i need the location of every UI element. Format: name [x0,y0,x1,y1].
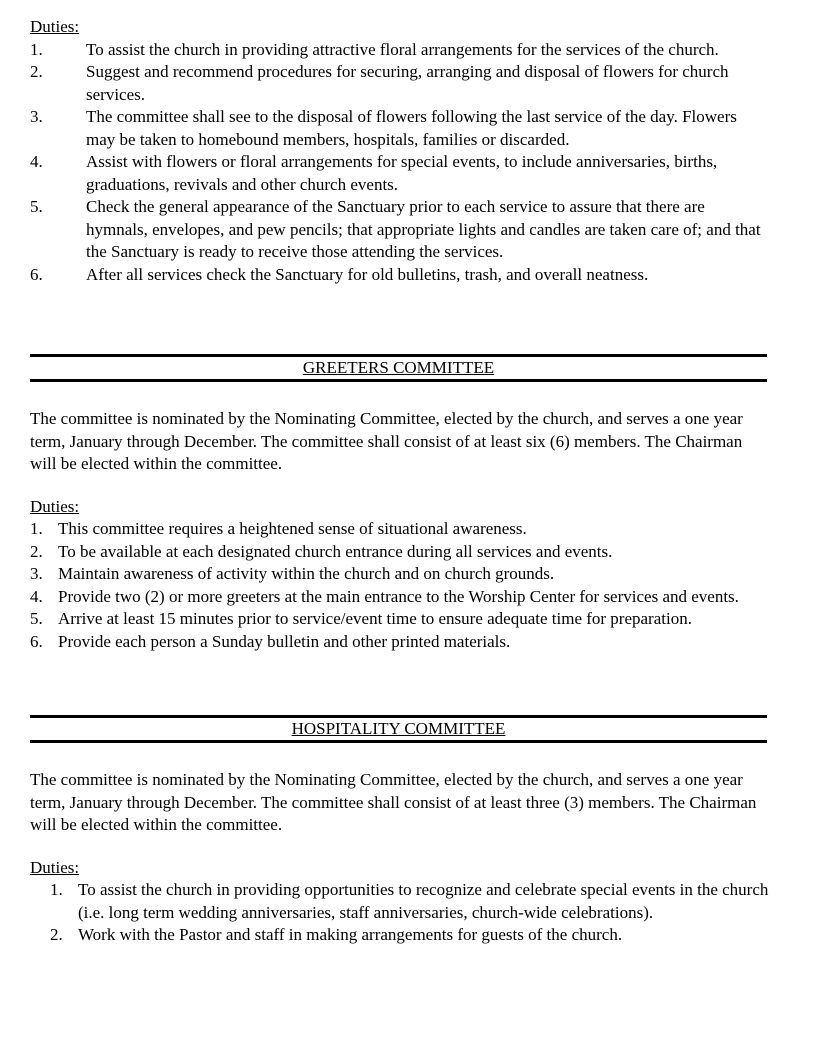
item-text: Assist with flowers or floral arrangements for special events, to include anniversaries, births, graduations, revivals and other church events. [86,152,718,194]
item-text: Suggest and recommend procedures for securing, arranging and disposal of flowers for church services. [86,62,729,104]
item-text: Maintain awareness of activity within the church and on church grounds. [58,564,555,583]
item-number: 2. [30,62,43,81]
list-item [30,196,770,264]
item-number: 1. [30,39,43,59]
list-item [30,586,770,609]
greeters-title: GREETERS COMMITTEE [302,358,495,377]
item-text: To assist the church in providing opportunities to recognize and celebrate special events in the church (i.e. long term wedding anniversaries, staff anniversaries, church-wide celebrations). [78,880,769,922]
hospitality-intro: The committee is nominated by the Nominating Committee, elected by the church, and serves a one year term, January through December. The committee shall consist of at least three (3) members. The Chairman will be elected within the committee. [30,770,757,834]
duties-label: Duties: [30,496,80,516]
list-item [30,631,770,654]
greeters-intro: The committee is nominated by the Nominating Committee, elected by the church, and serves a one year term, January through December. The committee shall consist of at least six (6) members. The Chairman will be elected within the committee. [30,409,743,473]
list-item [30,151,770,196]
item-text: After all services check the Sanctuary for old bulletins, trash, and overall neatness. [86,264,649,284]
list-item [30,264,770,287]
item-number: 2. [30,541,43,561]
list-item [30,106,770,151]
item-number: 3. [30,564,43,583]
item-number: 6. [30,264,43,284]
header-rule-bottom [30,740,767,743]
item-text: Check the general appearance of the Sanctuary prior to each service to assure that there are hymnals, envelopes, and pew pencils; that appropriate lights and candles are taken care of; and that the Sanctuary is ready to receive those attending the services. [86,197,761,261]
duties-label: Duties: [30,17,80,36]
item-number: 5. [30,197,43,216]
flowers-duties-list [30,39,770,287]
duties-label: Duties: [30,857,80,877]
hospitality-section-header [30,715,767,743]
item-number: 1. [30,519,43,538]
item-text: Work with the Pastor and staff in making arrangements for guests of the church. [78,925,623,944]
item-number: 2. [50,925,63,944]
item-text: To assist the church in providing attractive floral arrangements for the services of the church. [86,39,719,59]
list-item [30,879,770,924]
item-number: 4. [30,152,43,171]
document-page [30,16,770,947]
item-text: Provide two (2) or more greeters at the main entrance to the Worship Center for services and events. [58,586,739,606]
list-item [30,541,770,564]
item-text: Provide each person a Sunday bulletin and other printed materials. [58,631,511,651]
hospitality-title: HOSPITALITY COMMITTEE [291,719,506,738]
item-text: This committee requires a heightened sense of situational awareness. [58,519,527,538]
list-item [30,39,770,62]
list-item [30,924,770,947]
item-number: 1. [50,880,63,899]
item-number: 6. [30,631,43,651]
item-number: 3. [30,107,43,126]
header-rule-bottom [30,379,767,382]
list-item [30,563,770,586]
item-number: 4. [30,586,43,606]
greeters-duties-list [30,518,770,653]
greeters-section-header [30,354,767,382]
list-item [30,518,770,541]
item-text: To be available at each designated church entrance during all services and events. [58,541,613,561]
hospitality-duties-list [30,879,770,947]
item-text: The committee shall see to the disposal of flowers following the last service of the day. Flowers may be taken to homebound members, hospitals, families or discarded. [86,107,737,149]
list-item [30,61,770,106]
item-number: 5. [30,609,43,628]
item-text: Arrive at least 15 minutes prior to service/event time to ensure adequate time for preparation. [58,609,692,628]
list-item [30,608,770,631]
